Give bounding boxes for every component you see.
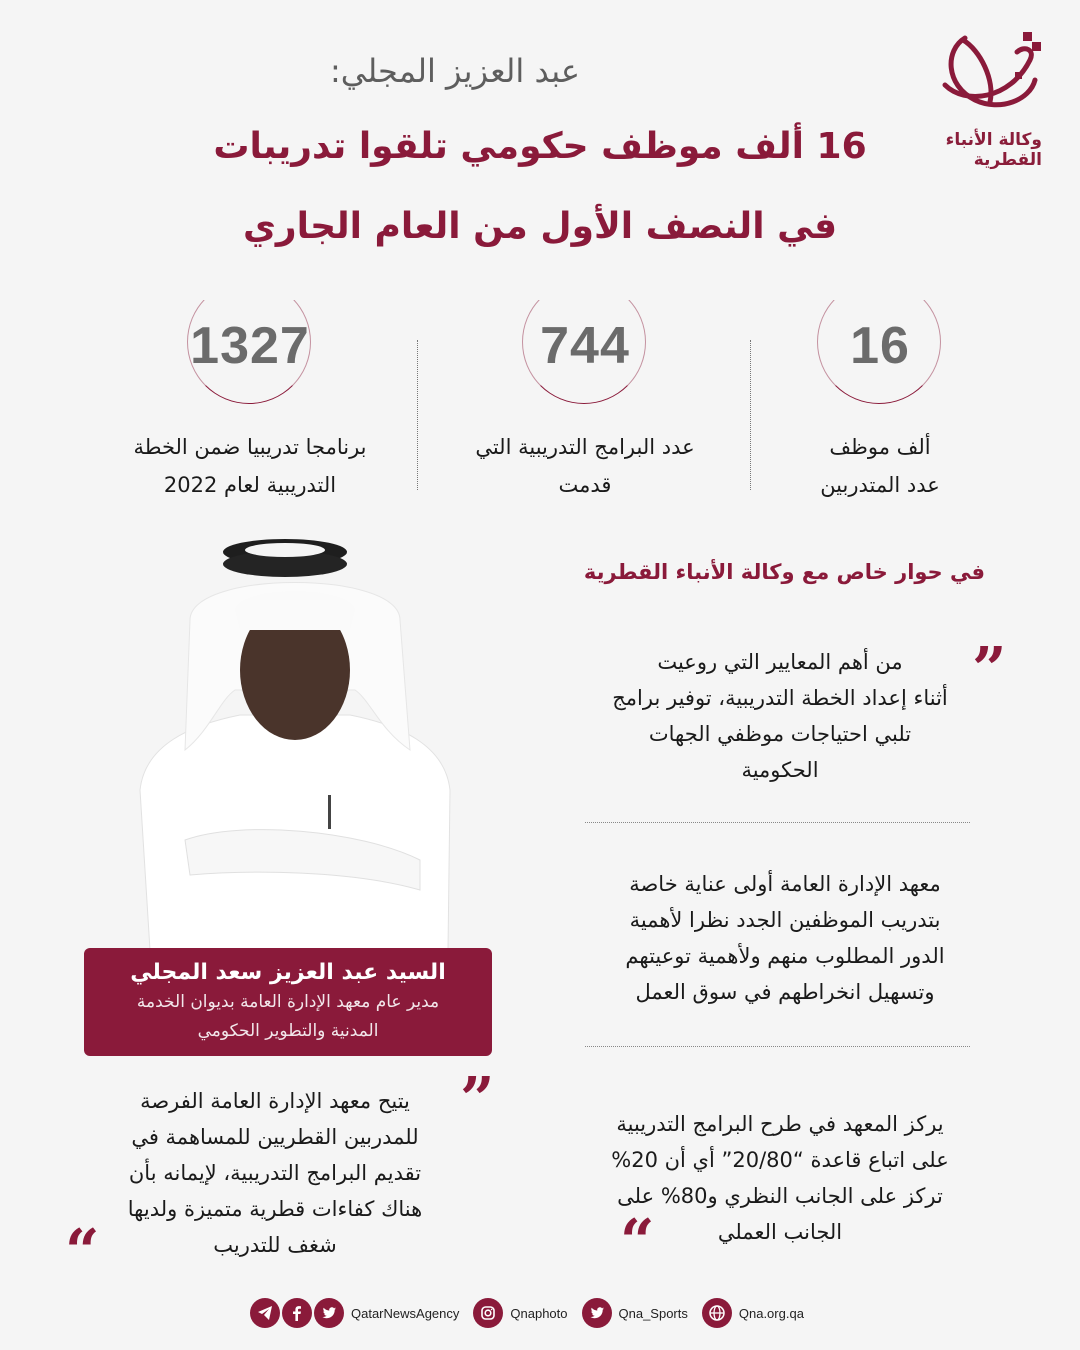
open-quote-icon: ”: [460, 1065, 495, 1135]
stat-label-line1: ألف موظف: [829, 435, 931, 459]
social-website[interactable]: [702, 1298, 804, 1328]
quote-line: الجانب العملي: [717, 1220, 843, 1244]
quote-2: [580, 866, 990, 1010]
stat-label-line1: عدد البرامج التدريبية التي: [475, 435, 695, 459]
social-handle[interactable]: Qna.org.qa: [738, 1305, 804, 1321]
quote-line: بتدريب الموظفين الجدد نظرا لأهمية: [629, 908, 941, 932]
stat-value: 744: [540, 317, 630, 375]
stat-value: 16: [850, 317, 910, 375]
quote-line: يتيح معهد الإدارة العامة الفرصة: [140, 1089, 410, 1113]
stat-label-line2: التدريبية لعام 2022: [163, 473, 337, 497]
divider: [585, 822, 970, 823]
social-footer: [250, 1295, 818, 1331]
social-handle[interactable]: Qna_Sports: [618, 1305, 688, 1321]
divider: [585, 1046, 970, 1047]
instagram-icon[interactable]: [473, 1298, 503, 1328]
quote-line: للمدربين القطريين للمساهمة في: [131, 1125, 419, 1149]
twitter-icon[interactable]: [582, 1298, 612, 1328]
stat-label-line2: عدد المتدربين: [820, 473, 940, 497]
headline-line2: في النصف الأول من العام الجاري: [242, 206, 838, 247]
quote-line: الحكومية: [741, 758, 819, 782]
close-quote-icon: “: [620, 1207, 655, 1277]
divider: [417, 340, 418, 490]
open-quote-icon: ”: [972, 635, 1007, 705]
interview-title: في حوار خاص مع وكالة الأنباء القطرية: [583, 560, 985, 584]
social-qatarnewsagency[interactable]: [250, 1298, 459, 1328]
quote-line: يركز المعهد في طرح البرامج التدريبية: [616, 1112, 944, 1136]
quote-line: أثناء إعداد الخطة التدريبية، توفير برامج: [612, 686, 948, 710]
social-qna-sports[interactable]: [582, 1298, 688, 1328]
logo-text-line1: وكالة الأنباء: [945, 130, 1042, 150]
stat-value: 1327: [190, 317, 310, 375]
twitter-icon[interactable]: [314, 1298, 344, 1328]
quote-1: [580, 644, 980, 788]
stat-label-line2: قدمت: [558, 473, 612, 497]
quote-line: تلبي احتياجات موظفي الجهات: [648, 722, 912, 746]
person-role-line2: المدنية والتطوير الحكومي: [197, 1021, 379, 1041]
quote-4: [90, 1083, 460, 1263]
stat-programs-delivered: [435, 300, 735, 504]
quote-line: الدور المطلوب منهم ولأهمية توعيتهم: [625, 944, 945, 968]
person-name: السيد عبد العزيز سعد المجلي: [130, 960, 446, 985]
quote-line: من أهم المعايير التي روعيت: [657, 650, 903, 674]
headline-line1: 16 ألف موظف حكومي تلقوا تدريبات: [213, 126, 867, 167]
social-handle[interactable]: QatarNewsAgency: [351, 1305, 460, 1321]
logo-text-line2: القطرية: [973, 150, 1042, 170]
kicker: عبد العزيز المجلي:: [329, 52, 581, 90]
close-quote-icon: “: [65, 1217, 100, 1287]
stat-label-line1: برنامجا تدريبيا ضمن الخطة: [133, 435, 367, 459]
person-role-line1: مدير عام معهد الإدارة العامة بديوان الخدمة: [136, 992, 440, 1012]
person-caption: [84, 948, 492, 1056]
quote-line: معهد الإدارة العامة أولى عناية خاصة: [629, 872, 941, 896]
quote-line: تركز على الجانب النظري و80% على: [617, 1184, 943, 1208]
stat-trainees: [730, 300, 1030, 504]
quote-line: وتسهيل انخراطهم في سوق العمل: [635, 980, 935, 1004]
stat-ring: [817, 300, 943, 410]
quote-line: شغف للتدريب: [213, 1233, 337, 1257]
quote-line: على اتباع قاعدة “20/80” أي أن 20%: [611, 1148, 949, 1172]
stat-ring: [522, 300, 648, 410]
social-qnaphoto[interactable]: [473, 1298, 567, 1328]
globe-icon[interactable]: [702, 1298, 732, 1328]
stat-ring: [187, 300, 313, 410]
stat-programs-planned: [100, 300, 400, 504]
social-handle[interactable]: Qnaphoto: [510, 1305, 568, 1321]
telegram-icon[interactable]: [250, 1298, 280, 1328]
facebook-icon[interactable]: [282, 1298, 312, 1328]
person-illustration-icon: [130, 530, 460, 950]
qna-logo: [930, 30, 1060, 170]
quote-line: تقديم البرامج التدريبية، لإيمانه بأن: [128, 1161, 422, 1185]
quote-line: هناك كفاءات قطرية متميزة ولديها: [127, 1197, 423, 1221]
portrait-photo: [130, 530, 460, 950]
divider: [750, 340, 751, 490]
